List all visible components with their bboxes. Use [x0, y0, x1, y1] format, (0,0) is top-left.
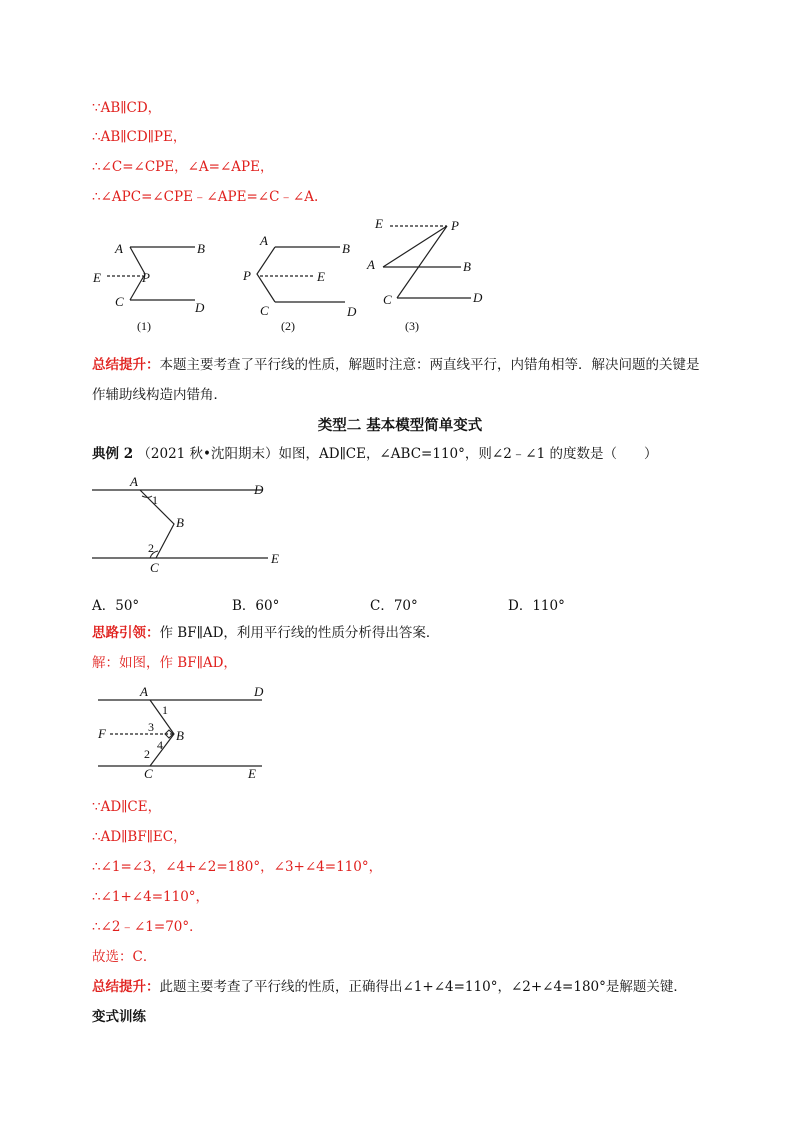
option-d[interactable]: D．110° [508, 598, 565, 614]
fig2-label-a: A [260, 233, 268, 248]
summary1-line1 [92, 356, 700, 374]
fig1-label-e: E [93, 270, 101, 285]
solution1-line2: ∴AB∥CD∥PE， [92, 129, 187, 145]
fig1-label-c: C [115, 294, 124, 309]
hint-text: 作 BF∥AD，利用平行线的性质分析得出答案． [159, 625, 440, 641]
figure-3 [366, 216, 483, 333]
solution2-line5: ∴∠2﹣∠1=70°． [92, 919, 203, 935]
figure-1 [92, 241, 205, 333]
variant-heading: 变式训练 [92, 1009, 146, 1025]
solution1-line4: ∴∠APC=∠CPE﹣∠APE=∠C﹣∠A. [92, 189, 319, 205]
solution-label-d: D [254, 684, 264, 699]
option-a[interactable]: A．50° [92, 598, 140, 614]
example-label-c: C [150, 560, 159, 575]
option-b[interactable]: B．60° [232, 598, 280, 614]
figure-2 [242, 233, 357, 333]
fig2-label-b: B [342, 241, 350, 256]
fig2-label-d: D [347, 304, 357, 319]
parallel-line-figures [85, 212, 505, 336]
fig1-label-p: P [142, 270, 150, 285]
solution-label-c: C [144, 766, 153, 781]
summary1-text1: 本题主要考查了平行线的性质，解题时注意：两直线平行，内错角相等．解决问题的关键是 [159, 357, 700, 373]
fig3-caption: (3) [405, 319, 419, 333]
solution-label-b: B [176, 728, 184, 743]
fig1-label-b: B [197, 241, 205, 256]
example-label-2: 2 [148, 541, 154, 555]
solution2-figure [90, 680, 280, 784]
fig3-label-d: D [473, 290, 483, 305]
solution-label-4: 4 [157, 738, 163, 752]
solution-label-3: 3 [148, 720, 154, 734]
fig3-label-b: B [463, 259, 471, 274]
summary2-line [92, 978, 687, 996]
solution-label-2: 2 [144, 747, 150, 761]
solution1-line1: ∵AB∥CD， [92, 100, 162, 116]
solution2-line3: ∴∠1=∠3，∠4+∠2=180°，∠3+∠4=110°， [92, 859, 383, 875]
fig2-label-p: P [243, 268, 251, 283]
example-label-a: A [130, 474, 138, 489]
hint-line [92, 624, 439, 642]
fig1-label-d: D [195, 300, 205, 315]
solution2-line4: ∴∠1+∠4=110°， [92, 889, 210, 905]
summary1-line2: 作辅助线构造内错角． [92, 387, 227, 403]
fig2-caption: (2) [281, 319, 295, 333]
solution-label-a: A [140, 684, 148, 699]
solution-label-f: F [98, 726, 106, 741]
fig2-label-e: E [317, 269, 325, 284]
solution-label-1: 1 [162, 703, 168, 717]
example-label-b: B [176, 515, 184, 530]
solution-label-e: E [248, 766, 256, 781]
fig3-label-p: P [451, 218, 459, 233]
summary1-label: 总结提升： [92, 357, 160, 373]
example2-figure [88, 474, 298, 578]
solution2-line1: ∵AD∥CE， [92, 799, 162, 815]
example-label-e: E [271, 551, 279, 566]
example2-label: 典例 2 [92, 446, 134, 462]
hint-label: 思路引领： [92, 625, 160, 641]
fig1-caption: (1) [137, 319, 151, 333]
fig3-label-e: E [375, 216, 383, 231]
solution2-line6: 故选：C． [92, 949, 157, 965]
fig3-label-a: A [367, 257, 375, 272]
solution2-intro: 解：如图，作 BF∥AD， [92, 655, 237, 671]
summary2-text: 此题主要考查了平行线的性质，正确得出∠1+∠4=110°，∠2+∠4=180°是解题关键． [159, 979, 687, 995]
example2-question [92, 445, 657, 463]
example-label-1: 1 [152, 493, 158, 507]
fig1-label-a: A [115, 241, 123, 256]
solution1-line3: ∴∠C=∠CPE，∠A=∠APE， [92, 159, 274, 175]
summary2-label: 总结提升： [92, 979, 160, 995]
solution2-line2: ∴AD∥BF∥EC， [92, 829, 187, 845]
option-c[interactable]: C．70° [370, 598, 418, 614]
fig2-label-c: C [260, 303, 269, 318]
section-title: 类型二 基本模型简单变式 [317, 417, 483, 434]
fig3-label-c: C [383, 292, 392, 307]
example2-text: （2021 秋•沈阳期末）如图，AD∥CE，∠ABC=110°，则∠2﹣∠1 的度数是（ ） [137, 446, 658, 462]
example-label-d: D [254, 482, 264, 497]
